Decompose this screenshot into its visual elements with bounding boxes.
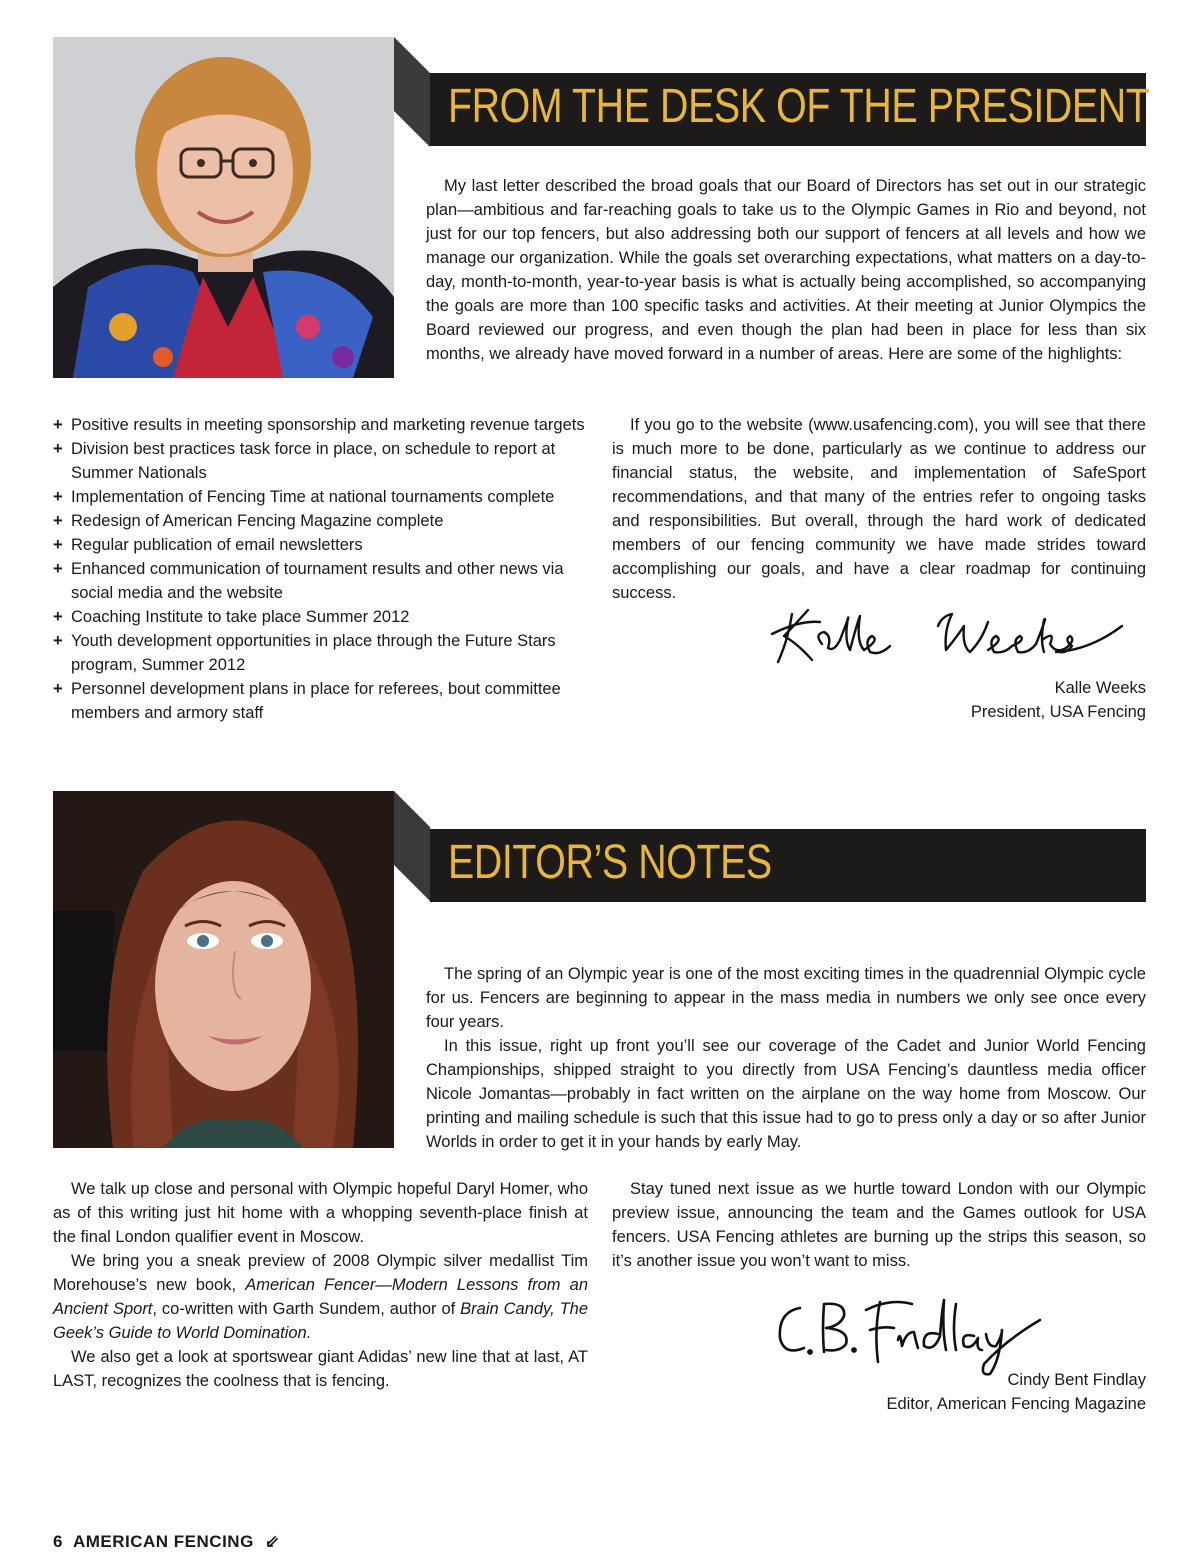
president-signature [760, 600, 1130, 672]
title-tab-editor [394, 791, 430, 901]
president-title: FROM THE DESK OF THE PRESIDENT [448, 80, 1150, 133]
president-title-banner [430, 73, 1150, 146]
editor-intro-2: In this issue, right up front you’ll see our coverage of the Cadet and Junior World Fencing Championships, shipped straight to you directly from USA Fencing’s dauntless media officer Nicole Jomantas—probably in fact written on the airplane on the way home from Moscow. Our printing and mailing schedule is such that this issue had to go to press only a day or so after Junior Worlds in order to get it in your hands by early May. [426, 1037, 1146, 1151]
page-footer [53, 1532, 280, 1552]
arrow-icon: ⇙ [265, 1532, 280, 1551]
plus-bullet: + [53, 512, 63, 530]
editor-title: EDITOR’S NOTES [448, 836, 772, 889]
president-intro: My last letter described the broad goals that our Board of Directors has set out in our strategic plan—ambitious and far-reaching goals to take us to the Olympic Games in Rio and beyond, not just for our top fencers, but also addressing both our support of fencers at all levels and how we manage our organization. While the goals set overarching expectations, what matters on a day-to-day, month-to-month, year-to-year basis is what is actually being accomplished, so accompanying the goals are more than 100 specific tasks and activities. At their meeting at Junior Olympics the Board reviewed our progress, and even though the plan had been in place for less than six months, we already have moved forward in a number of areas. Here are some of the highlights: [426, 177, 1146, 363]
plus-bullet: + [53, 440, 63, 458]
editor-intro-1: The spring of an Olympic year is one of the most exciting times in the quadrennial Olympic cycle for us. Fencers are beginning to appear in the mass media in numbers we only see once every four years. [426, 965, 1146, 1031]
plus-bullet: + [53, 560, 63, 578]
editor-left-para-3: We also get a look at sportswear giant Adidas’ new line that at last, AT LAST, recognizes the coolness that is fencing. [53, 1348, 588, 1390]
president-photo [53, 37, 394, 378]
editor-photo [53, 791, 394, 1148]
plus-bullet: + [53, 680, 63, 698]
book-title: American Fencer—Modern Lessons from an Ancient Sport [53, 1276, 588, 1318]
president-sign-block [971, 676, 1146, 724]
president-closing: If you go to the website (www.usafencing.com), you will see that there is much more to be done, particularly as we continue to address our financial status, the website, and implementation of SafeSport recommendations, and that many of the entries refer to ongoing tasks and responsibilities. But overall, through the hard work of dedicated members of our fencing community we have made strides toward accomplishing our goals, and have a clear roadmap for continuing success. [612, 416, 1146, 602]
plus-bullet: + [53, 488, 63, 506]
list-item: + Youth development opportunities in place through the Future Stars program, Summer 2012 [53, 629, 591, 677]
list-item: + Division best practices task force in place, on schedule to report at Summer Nationals [53, 437, 591, 485]
president-name: Kalle Weeks [1054, 679, 1146, 697]
page-number: 6 [53, 1532, 63, 1551]
plus-bullet: + [53, 536, 63, 554]
list-item: + Coaching Institute to take place Summer 2012 [53, 605, 591, 629]
magazine-name: AMERICAN FENCING [72, 1532, 254, 1551]
list-item: + Personnel development plans in place for referees, bout committee members and armory staff [53, 677, 591, 725]
highlights-list [53, 413, 591, 725]
list-item: + Redesign of American Fencing Magazine complete [53, 509, 591, 533]
editor-title-banner [430, 829, 1146, 902]
president-role: President, USA Fencing [970, 703, 1146, 721]
list-item: + Positive results in meeting sponsorship and marketing revenue targets [53, 413, 591, 437]
editor-signature [770, 1290, 1050, 1380]
plus-bullet: + [53, 416, 63, 434]
book-title-2: Brain Candy, The Geek’s Guide to World Domination. [53, 1300, 589, 1342]
list-item: + Enhanced communication of tournament results and other news via social media and the website [53, 557, 591, 605]
plus-bullet: + [53, 608, 63, 626]
editor-role: Editor, American Fencing Magazine [886, 1395, 1146, 1413]
editor-right-para-1: Stay tuned next issue as we hurtle toward London with our Olympic preview issue, announcing the team and the Games outlook for USA fencers. USA Fencing athletes are burning up the strips this season, so it’s another issue you won’t want to miss. [612, 1180, 1146, 1270]
editor-left-para-2: We bring you a sneak preview of 2008 Olympic silver medallist Tim Morehouse’s new book, American Fencer—Modern Lessons from an Ancient Sport, co-written with Garth Sundem, author of Brain Candy, The Geek’s Guide to World Domination. [53, 1252, 589, 1342]
editor-name: Cindy Bent Findlay [1007, 1371, 1146, 1389]
signature-text: C.B. Findlay [770, 1290, 776, 1291]
editor-sign-block [886, 1368, 1146, 1416]
plus-bullet: + [53, 632, 63, 650]
editor-left-para-1: We talk up close and personal with Olympic hopeful Daryl Homer, who as of this writing just hit home with a whopping seventh-place finish at the final London qualifier event in Moscow. [53, 1180, 588, 1246]
list-item: + Implementation of Fencing Time at national tournaments complete [53, 485, 591, 509]
list-item: + Regular publication of email newsletters [53, 533, 591, 557]
signature-text: Kalle Weeks [760, 600, 766, 601]
title-tab-president [394, 37, 430, 147]
